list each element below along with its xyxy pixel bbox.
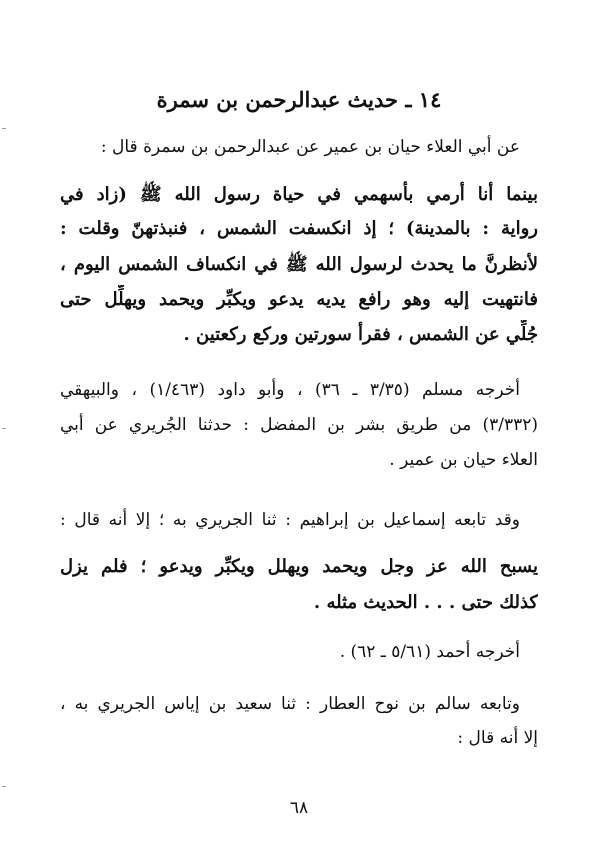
page-number: ٦٨ bbox=[289, 798, 309, 818]
section-title: ١٤ ـ حديث عبدالرحمن بن سمرة bbox=[156, 87, 442, 112]
hadith-line: بينما أنا أرمي بأسهمي في حياة رسول الله ﷺ (زاد في bbox=[60, 184, 538, 205]
hadith-line: يسبح الله عز وجل ويحمد ويهلل ويكبِّر ويدعو ؛ فلم يزل bbox=[60, 556, 538, 577]
hadith-line: رواية : بالمدينة) ؛ إذ انكسفت الشمس ، فنبذتهنّ وقلت : bbox=[60, 218, 538, 239]
margin-mark bbox=[2, 128, 6, 129]
text-line: العلاء حيان بن عمير . bbox=[389, 450, 538, 470]
hadith-line: كذلك حتى . . . الحديث مثله . bbox=[313, 592, 538, 613]
hadith-line: جُلِّي عن الشمس ، فقرأ سورتين وركع ركعتين . bbox=[183, 324, 538, 345]
margin-mark bbox=[2, 786, 6, 787]
text-line: وتابعه سالم بن نوح العطار : ثنا سعيد بن إياس الجريري به ، bbox=[60, 694, 520, 714]
text-line: وقد تابعه إسماعيل بن إبراهيم : ثنا الجريري به ؛ إلا أنه قال : bbox=[60, 510, 520, 530]
text-line: عن أبي العلاء حيان بن عمير عن عبدالرحمن بن سمرة قال : bbox=[100, 137, 520, 157]
margin-mark bbox=[2, 428, 6, 429]
hadith-line: فانتهيت إليه وهو رافع يديه يدعو ويكبِّر ويحمد ويهلِّل حتى bbox=[60, 289, 538, 310]
text-line: أخرجه مسلم (٣/٣٥ ـ ٣٦) ، وأبو داود (١/٤٦٣) ، والبيهقي bbox=[60, 380, 520, 400]
hadith-line: لأنظرنَّ ما يحدث لرسول الله ﷺ في انكساف الشمس اليوم ، bbox=[60, 254, 538, 275]
text-line: (٣/٣٣٢) من طريق بشر بن المفضل : حدثنا الجُريري عن أبي bbox=[60, 415, 538, 435]
text-line: إلا أنه قال : bbox=[457, 728, 538, 748]
text-line: أخرجه أحمد (٥/٦١ ـ ٦٢) . bbox=[339, 642, 520, 662]
